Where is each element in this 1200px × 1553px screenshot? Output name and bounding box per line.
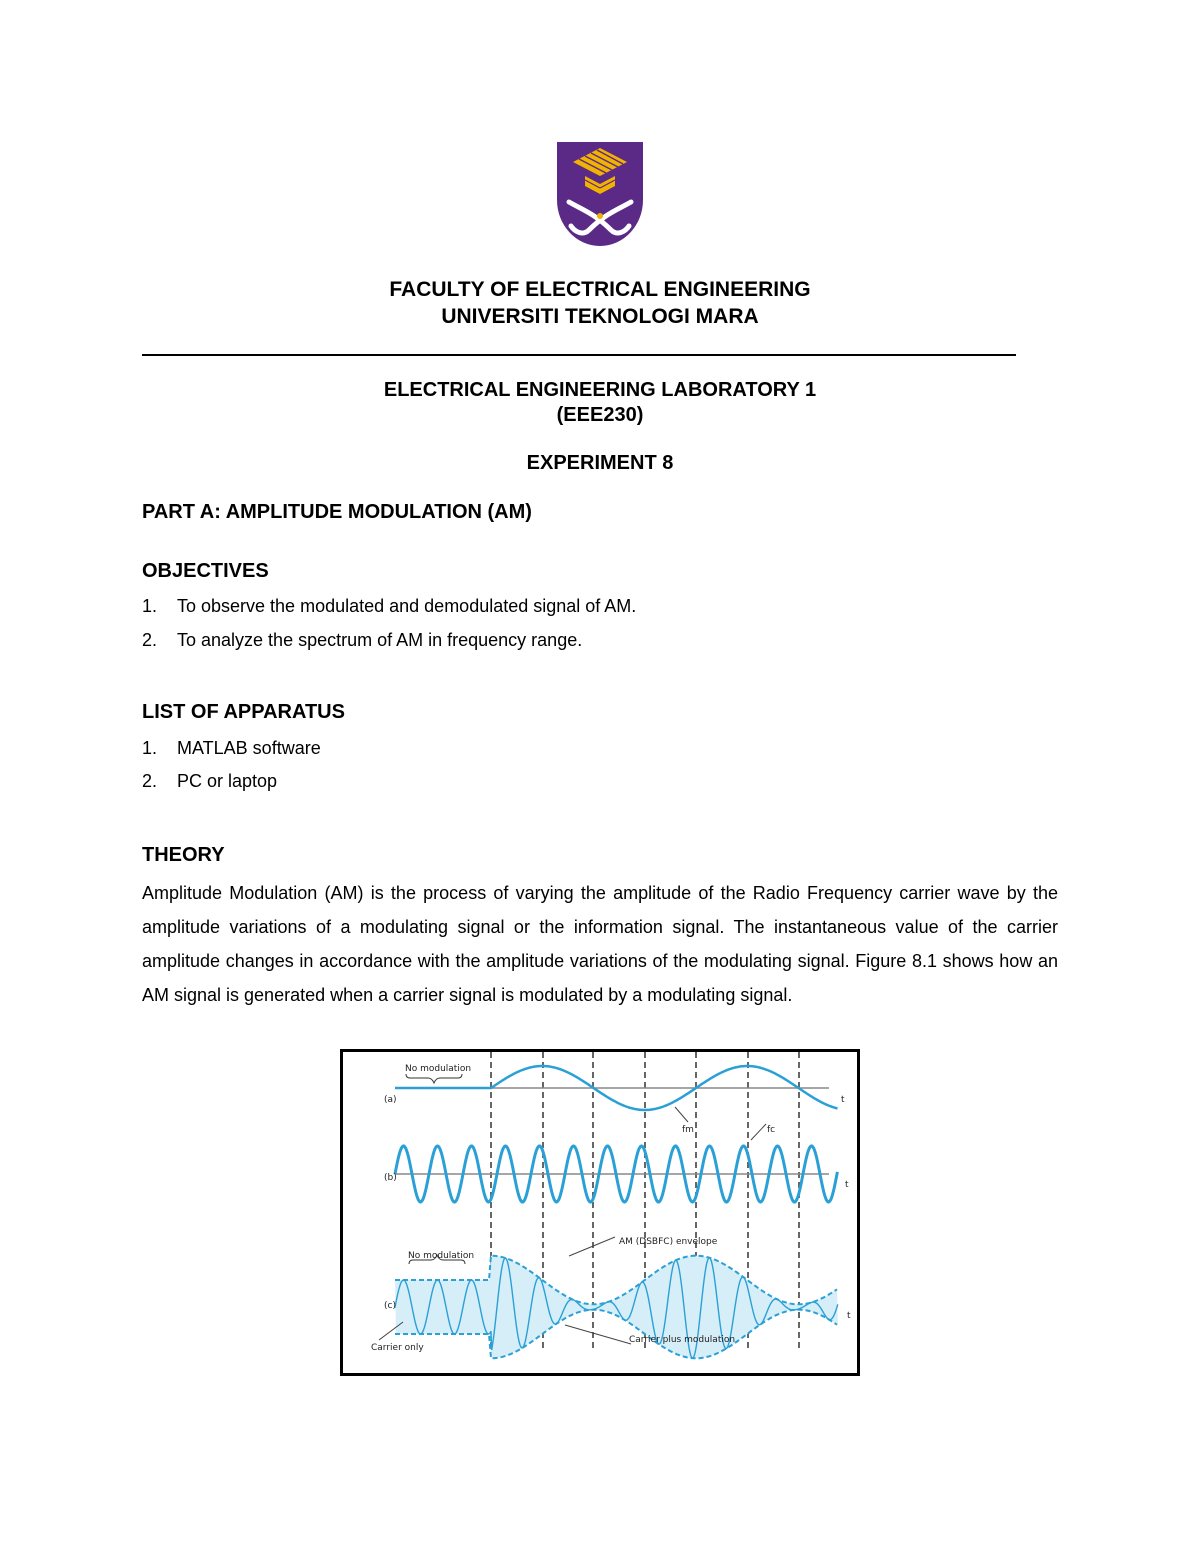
- course-title: ELECTRICAL ENGINEERING LABORATORY 1: [383, 379, 817, 401]
- fm-label: fm: [682, 1125, 694, 1135]
- objective-item: [142, 595, 636, 617]
- university-name: UNIVERSITI TEKNOLOGI MARA: [441, 305, 759, 328]
- am-waveform-figure: [340, 1049, 860, 1376]
- no-modulation-label: No modulation: [405, 1064, 472, 1074]
- item-number: 2.: [142, 771, 158, 791]
- item-text: To analyze the spectrum of AM in frequency range.: [177, 630, 583, 650]
- part-title: PART A: AMPLITUDE MODULATION (AM): [142, 501, 532, 523]
- item-number: 1.: [142, 596, 158, 616]
- brace-top: [406, 1074, 462, 1083]
- item-number: 2.: [142, 630, 158, 650]
- row-label-b: (b): [384, 1173, 397, 1183]
- apparatus-item: [142, 737, 321, 759]
- fm-arrow: [675, 1107, 688, 1122]
- carrier-plus-label: Carrier plus modulation: [629, 1335, 736, 1345]
- item-text: MATLAB software: [177, 738, 321, 758]
- university-logo: [555, 140, 645, 248]
- fc-arrow: [751, 1124, 766, 1140]
- apparatus-heading: LIST OF APPARATUS: [142, 701, 345, 723]
- theory-paragraph: Amplitude Modulation (AM) is the process of varying the amplitude of the Radio Frequency carrier wave by the amplitude variations of a modulating signal or the information signal. The instantaneous value of the carrier amplitude changes in accordance with the amplitude variations of the modulating signal. Figure 8.1 shows how an AM signal is generated when a carrier signal is modulated by a modulating signal.: [142, 883, 1058, 1005]
- time-label-a: t: [841, 1095, 845, 1105]
- item-text: To observe the modulated and demodulated signal of AM.: [177, 596, 637, 616]
- no-modulation-label-bottom: No modulation: [408, 1251, 475, 1261]
- objective-item: [142, 629, 582, 651]
- carrier-only-label: Carrier only: [371, 1343, 424, 1353]
- objectives-heading: OBJECTIVES: [142, 560, 269, 582]
- divider-line: [142, 354, 1016, 356]
- item-text: PC or laptop: [177, 771, 278, 791]
- time-label-c: t: [847, 1311, 851, 1321]
- apparatus-item: [142, 770, 277, 792]
- row-label-c: (c): [384, 1301, 396, 1311]
- experiment-title: EXPERIMENT 8: [526, 452, 674, 474]
- time-label-b: t: [845, 1180, 849, 1190]
- course-code: (EEE230): [556, 404, 644, 426]
- fc-label: fc: [767, 1125, 776, 1135]
- faculty-name: FACULTY OF ELECTRICAL ENGINEERING: [389, 278, 811, 301]
- row-label-a: (a): [384, 1095, 397, 1105]
- theory-heading: THEORY: [142, 844, 225, 866]
- envelope-arrow: [569, 1237, 615, 1256]
- item-number: 1.: [142, 738, 158, 758]
- carrier-plus-arrow: [565, 1325, 631, 1344]
- envelope-label: AM (DSBFC) envelope: [619, 1237, 718, 1247]
